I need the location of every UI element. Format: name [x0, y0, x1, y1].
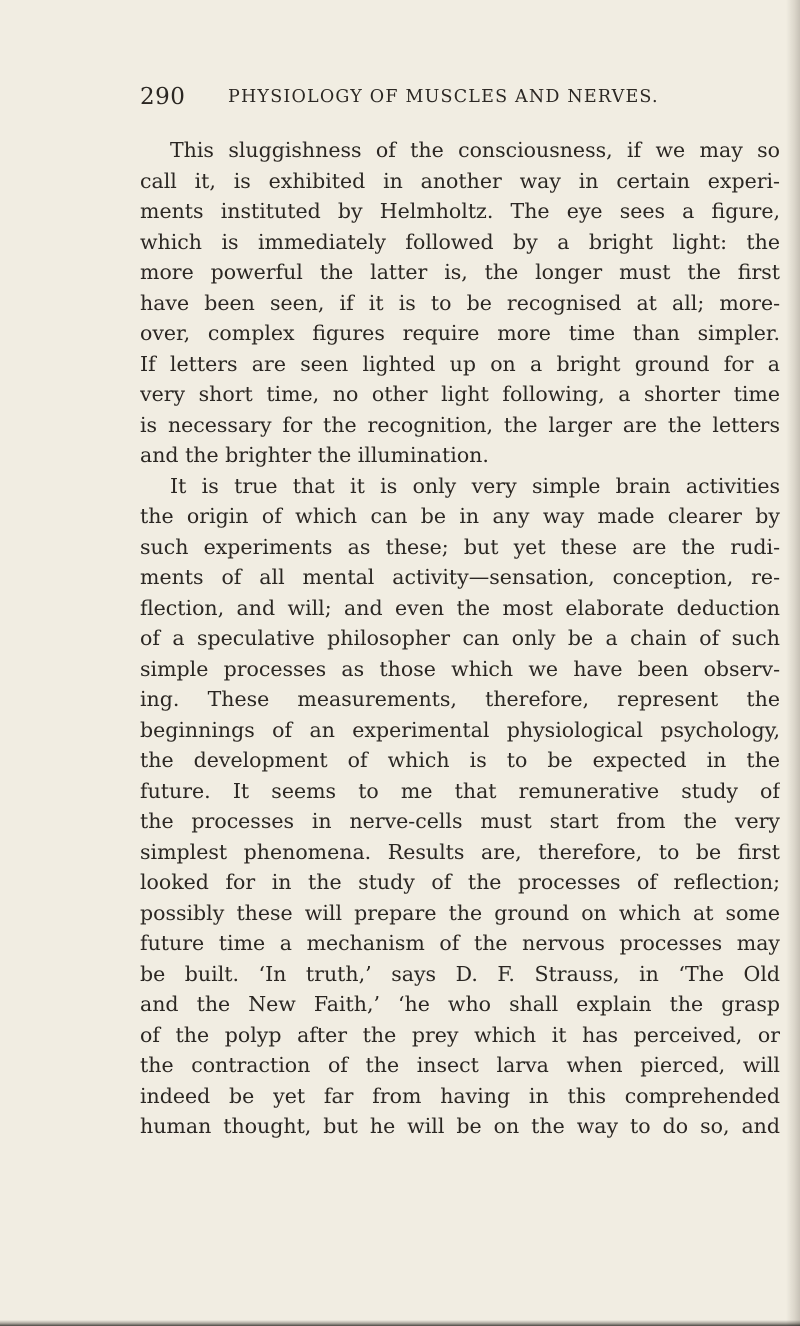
- text-line: looked for in the study of the processes of reflection;: [140, 870, 780, 894]
- text-line: the processes in nerve-cells must start from the very: [140, 809, 780, 833]
- text-line: very short time, no other light following, a shorter time: [140, 382, 780, 406]
- text-line: indeed be yet far from having in this comprehended: [140, 1083, 780, 1108]
- text-line: which is immediately followed by a bright light: the: [140, 229, 780, 254]
- text-line: This sluggishness of the consciousness, if we may so: [170, 138, 780, 162]
- text-line: future time a mechanism of the nervous processes may: [140, 931, 780, 955]
- running-title: PHYSIOLOGY OF MUSCLES AND NERVES.: [228, 87, 659, 107]
- text-line: have been seen, if it is to be recognised at all; more-: [140, 290, 780, 315]
- text-line: and the brighter the illumination.: [140, 443, 489, 467]
- text-line: call it, is exhibited in another way in certain experi-: [140, 168, 780, 193]
- text-line: If letters are seen lighted up on a bright ground for a: [140, 351, 780, 376]
- text-line: simple processes as those which we have been observ-: [140, 656, 780, 681]
- text-line: such experiments as these; but yet these are the rudi-: [140, 534, 780, 559]
- text-line: beginnings of an experimental physiological psychology,: [140, 717, 780, 742]
- text-line: possibly these will prepare the ground on which at some: [140, 900, 780, 925]
- text-line: simplest phenomena. Results are, therefore, to be first: [140, 839, 780, 864]
- text-line: over, complex figures require more time than simpler.: [140, 321, 780, 345]
- text-line: flection, and will; and even the most elaborate deduction: [140, 595, 780, 620]
- running-head: [140, 84, 780, 114]
- text-line: more powerful the latter is, the longer must the first: [140, 260, 780, 284]
- page-edge-shadow: [786, 0, 800, 1326]
- text-line: the origin of which can be in any way made clearer by: [140, 504, 780, 528]
- text-line: of the polyp after the prey which it has perceived, or: [140, 1022, 780, 1047]
- text-line: ments instituted by Helmholtz. The eye sees a figure,: [140, 199, 780, 223]
- text-line: human thought, but he will be on the way to do so, and: [140, 1114, 780, 1138]
- page-bottom-edge: [0, 1320, 800, 1326]
- text-line: future. It seems to me that remunerative study of: [140, 778, 780, 803]
- text-line: of a speculative philosopher can only be a chain of such: [140, 626, 780, 650]
- text-line: the development of which is to be expected in the: [140, 748, 780, 772]
- text-line: ments of all mental activity—sensation, conception, re-: [140, 565, 780, 589]
- body-text: [140, 135, 780, 1142]
- text-line: ing. These measurements, therefore, represent the: [140, 687, 780, 711]
- text-line: the contraction of the insect larva when pierced, will: [140, 1053, 780, 1077]
- text-line: is necessary for the recognition, the larger are the letters: [140, 412, 780, 437]
- text-line: be built. ‘In truth,’ says D. F. Strauss, in ‘The Old: [140, 961, 780, 986]
- text-line: It is true that it is only very simple brain activities: [170, 473, 780, 498]
- text-line: and the New Faith,’ ‘he who shall explain the grasp: [140, 992, 780, 1016]
- page-number: 290: [140, 84, 186, 110]
